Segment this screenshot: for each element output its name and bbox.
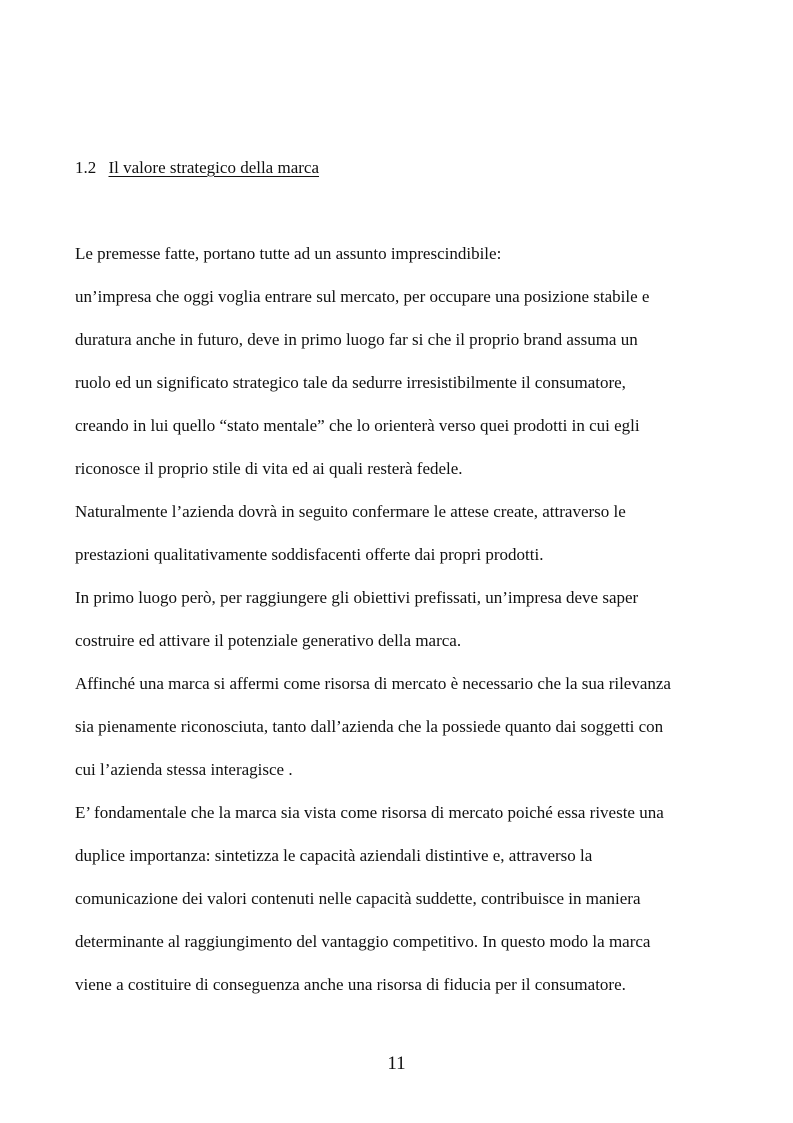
text-line: In primo luogo però, per raggiungere gli obiettivi prefissati, un’impresa deve saper <box>75 588 639 607</box>
text-line: comunicazione dei valori contenuti nelle capacità suddette, contribuisce in maniera <box>75 889 641 908</box>
text-line: costruire ed attivare il potenziale generativo della marca. <box>75 631 462 650</box>
text-line: cui l’azienda stessa interagisce . <box>75 760 293 779</box>
text-line: Affinché una marca si affermi come risorsa di mercato è necessario che la sua rilevanza <box>75 674 671 693</box>
body-text <box>75 243 735 1017</box>
text-line: E’ fondamentale che la marca sia vista come risorsa di mercato poiché essa riveste una <box>75 803 664 822</box>
text-line: Naturalmente l’azienda dovrà in seguito confermare le attese create, attraverso le <box>75 502 626 521</box>
page-number: 11 <box>387 1053 406 1074</box>
text-line: determinante al raggiungimento del vantaggio competitivo. In questo modo la marca <box>75 932 651 951</box>
text-line: creando in lui quello “stato mentale” che lo orienterà verso quei prodotti in cui egli <box>75 416 640 435</box>
section-number: 1.2 <box>75 158 97 177</box>
text-line: sia pienamente riconosciuta, tanto dall’azienda che la possiede quanto dai soggetti con <box>75 717 664 736</box>
text-line: un’impresa che oggi voglia entrare sul mercato, per occupare una posizione stabile e <box>75 287 650 306</box>
section-title: Il valore strategico della marca <box>108 158 319 177</box>
section-heading <box>75 157 319 179</box>
text-line: Le premesse fatte, portano tutte ad un assunto imprescindibile: <box>75 244 502 263</box>
text-line: duratura anche in futuro, deve in primo luogo far si che il proprio brand assuma un <box>75 330 638 349</box>
text-line: duplice importanza: sintetizza le capacità aziendali distintive e, attraverso la <box>75 846 593 865</box>
text-line: riconosce il proprio stile di vita ed ai quali resterà fedele. <box>75 459 463 478</box>
text-line: viene a costituire di conseguenza anche una risorsa di fiducia per il consumatore. <box>75 975 626 994</box>
text-line: ruolo ed un significato strategico tale da sedurre irresistibilmente il consumatore, <box>75 373 626 392</box>
text-line: prestazioni qualitativamente soddisfacenti offerte dai propri prodotti. <box>75 545 544 564</box>
